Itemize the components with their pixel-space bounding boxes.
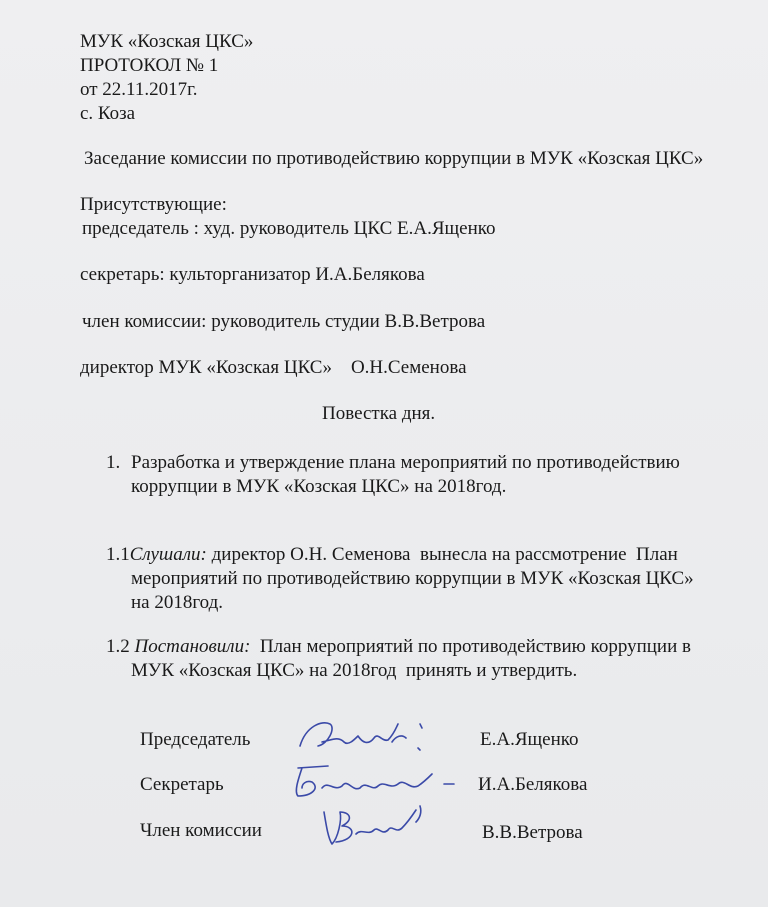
resolved-label: Постановили: (134, 636, 251, 657)
heard-label: Слушали: (129, 544, 207, 565)
protocol-number: ПРОТОКОЛ № 1 (80, 55, 219, 76)
agenda-item-1-line-2: коррупции в МУК «Козская ЦКС» на 2018год. (131, 476, 507, 497)
agenda-item-1-line-1: Разработка и утверждение плана мероприятий по противодействию (131, 452, 680, 473)
agenda-heading: Повестка дня. (322, 403, 436, 424)
org-name: МУК «Козская ЦКС» (80, 31, 254, 52)
agenda-item-1-2-line-1 (106, 635, 691, 659)
chair-signature (292, 712, 442, 762)
attendee-secretary: секретарь: культорганизатор И.А.Белякова (80, 264, 425, 285)
member-signature (316, 798, 446, 850)
signature-role-secretary: Секретарь (140, 774, 224, 795)
attendee-member: член комиссии: руководитель студии В.В.Ветрова (82, 311, 486, 332)
agenda-item-1-1-line-1 (106, 543, 678, 567)
agenda-item-1-2-line-2: МУК «Козская ЦКС» на 2018год принять и утвердить. (131, 660, 578, 681)
protocol-place: с. Коза (80, 103, 136, 124)
attendee-director: директор МУК «Козская ЦКС» О.Н.Семенова (80, 357, 467, 378)
agenda-item-1-2-number: 1.2 (106, 636, 130, 657)
agenda-item-1-number: 1. (106, 452, 121, 473)
signature-role-chair: Председатель (140, 729, 251, 750)
agenda-item-1-1-line-3: на 2018год. (131, 592, 224, 613)
attendee-chair: председатель : худ. руководитель ЦКС Е.А.Ященко (82, 218, 496, 239)
protocol-date: от 22.11.2017г. (80, 79, 198, 100)
signature-name-secretary: И.А.Белякова (478, 774, 588, 795)
signature-name-chair: Е.А.Ященко (480, 729, 579, 750)
secretary-signature (268, 758, 468, 802)
signature-name-member: В.В.Ветрова (482, 822, 583, 843)
meeting-title: Заседание комиссии по противодействию коррупции в МУК «Козская ЦКС» (84, 148, 704, 169)
signature-role-member: Член комиссии (140, 820, 262, 841)
attendees-heading: Присутствующие: (80, 194, 227, 215)
resolved-text: План мероприятий по противодействию коррупции в (250, 636, 691, 657)
heard-text: директор О.Н. Семенова вынесла на рассмотрение План (206, 544, 678, 565)
agenda-item-1-1-number: 1.1 (106, 544, 130, 565)
agenda-item-1-1-line-2: мероприятий по противодействию коррупции в МУК «Козская ЦКС» (131, 568, 694, 589)
